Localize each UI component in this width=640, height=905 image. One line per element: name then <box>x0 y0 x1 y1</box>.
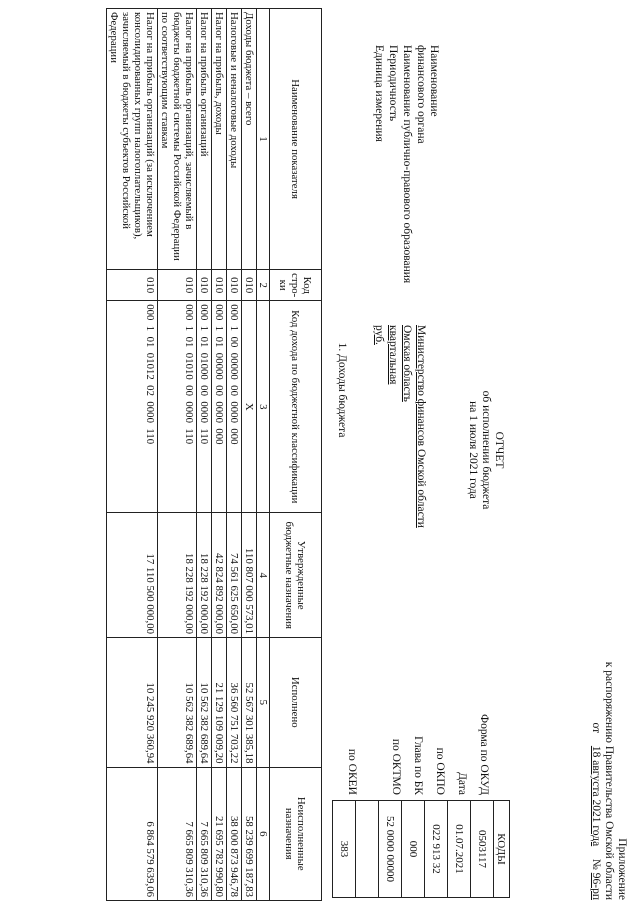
appendix-number: 96-рп <box>590 872 602 900</box>
table-row: Налог на прибыль организаций (за исключением консолидированных групп налогоплательщиков), зачисляемый в бюджеты субъектов Российской Федерации 010 000 1 01 01012 02 0000 110 17 110 500 000,00 10 245 920 360,94 6 864 579 639,06 <box>107 9 158 901</box>
info-values <box>371 325 427 585</box>
index-row: 1 2 3 4 5 6 <box>257 9 270 901</box>
appendix-date: 18 августа 2021 года <box>590 745 602 847</box>
table-row: Налог на прибыль, доходы 010 000 1 01 00000 00 0000 000 42 824 892 000,00 21 129 109 009,20 21 695 782 990,80 <box>212 9 227 901</box>
appendix-decree: к распоряжению Правительства Омской области <box>603 661 615 900</box>
appendix-block <box>589 600 628 900</box>
unit-value: руб. <box>373 325 385 345</box>
bk-code: 000 <box>402 801 425 898</box>
ppo-value: Омская область <box>401 325 413 402</box>
income-table <box>106 8 322 901</box>
codes-labels: Форма по ОКУД Дата по ОКПО Глава по БК по ОКТМО по ОКЕИ <box>346 714 490 795</box>
date-code: 01.07.2021 <box>448 801 471 898</box>
oktmo-code: 52 0000 00000 <box>379 801 402 898</box>
period-value: квартальная <box>387 325 399 385</box>
table-row: Налог на прибыль организаций, зачисляемый в бюджеты бюджетной системы Российской Федерации по соответствующим ставкам 010 000 1 01 01010 00 0000 110 18 228 192 000,00 10 562 382 689,64 7 665 809 310,36 <box>158 9 197 901</box>
col-header-executed: Исполнено <box>270 638 322 768</box>
appendix-title: Приложение <box>616 838 628 900</box>
col-header-code: Код дохода по бюджетной классификации <box>270 301 322 513</box>
section-title: 1. Доходы бюджета <box>336 342 348 438</box>
col-header-name: Наименование показателя <box>270 9 322 270</box>
report-title: ОТЧЕТ об исполнении бюджета на 1 июля 2021 года <box>467 390 505 510</box>
col-header-unexecuted: Неисполненные назначения <box>270 767 322 900</box>
okei-code: 383 <box>333 801 356 898</box>
table-row: Налог на прибыль организаций 010 000 1 01 01000 00 0000 110 18 228 192 000,00 10 562 382 689,64 7 665 809 310,36 <box>197 9 212 901</box>
table-row: Налоговые и неналоговые доходы 010 000 1 00 00000 00 0000 000 74 561 625 650,00 36 560 751 703,22 38 000 873 946,78 <box>227 9 242 901</box>
empty-code <box>356 801 379 898</box>
col-header-line: Код стро- ки <box>270 270 322 301</box>
okpo-code: 022 913 32 <box>425 801 448 898</box>
okud-code: 0503117 <box>471 801 494 898</box>
appendix-date-line: от 18 августа 2021 года № 96-рп <box>590 722 602 900</box>
info-labels: Наименование финансового органа Наименование публично-правового образования Периодичность Единица измерения <box>373 45 440 284</box>
org-value: Министерство финансов Омской области <box>415 325 427 528</box>
codes-header: КОДЫ <box>494 801 510 898</box>
codes-box <box>332 800 510 898</box>
col-header-approved: Утвержденные бюджетные назначения <box>270 513 322 638</box>
table-row: Доходы бюджета – всего 010 X 110 807 000 573,01 52 567 301 385,18 58 239 699 187,83 <box>242 9 257 901</box>
